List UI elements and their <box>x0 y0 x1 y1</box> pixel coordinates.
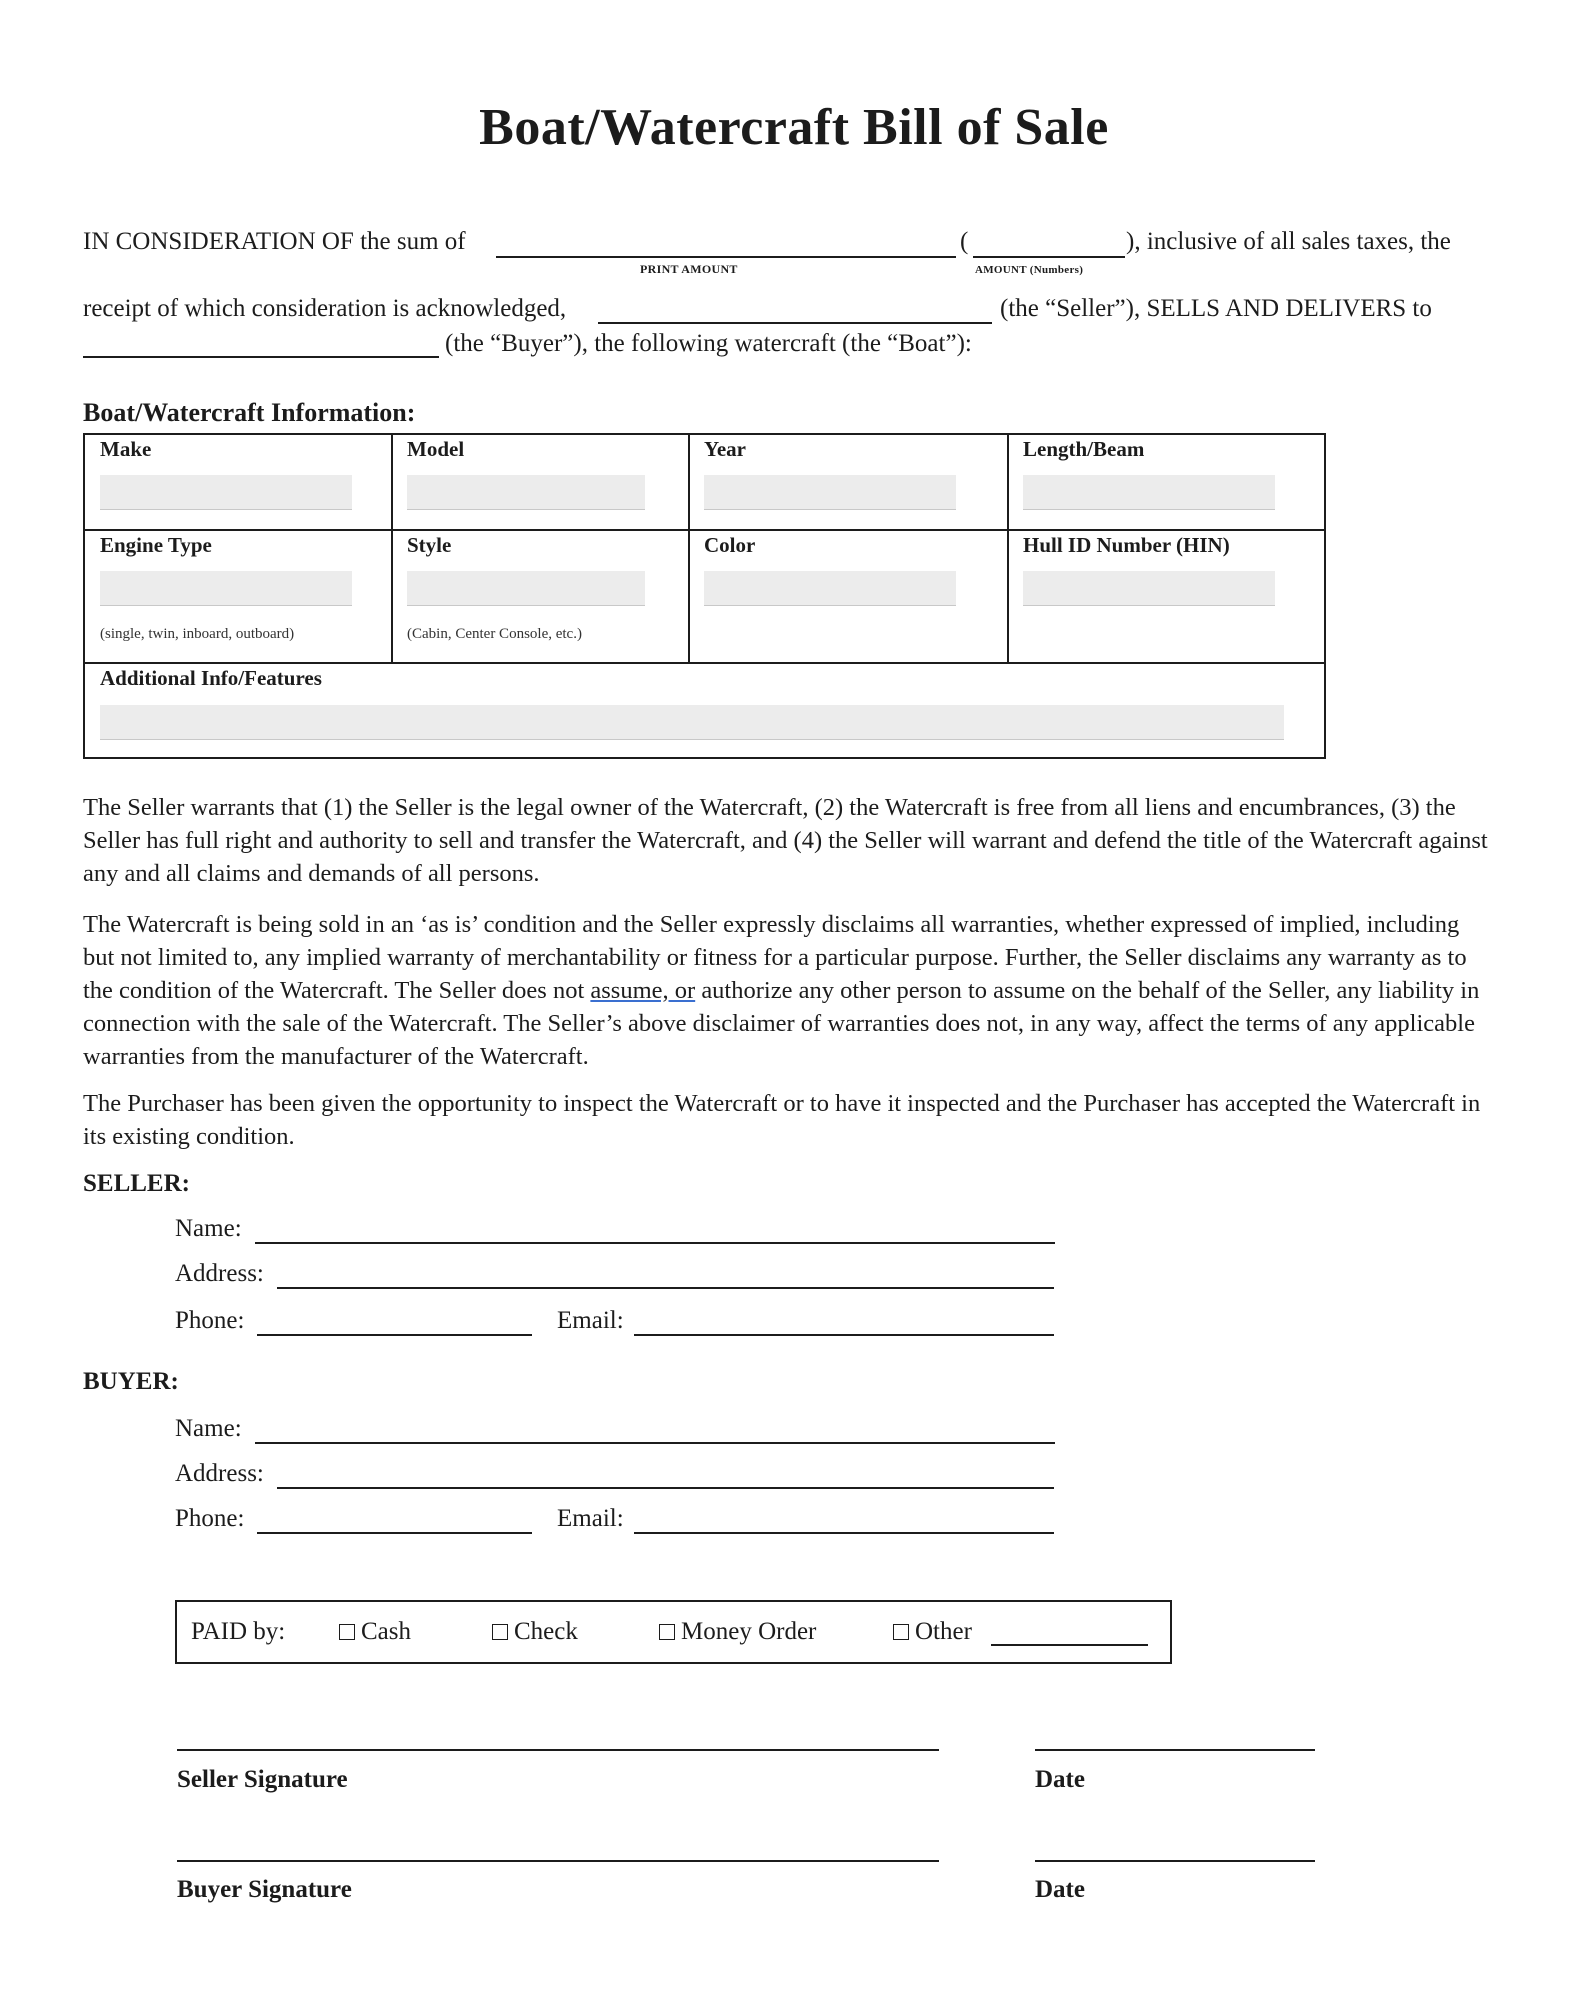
length-beam-label: Length/Beam <box>1023 437 1145 461</box>
money-order-label: Money Order <box>681 1618 817 1645</box>
seller-name-field[interactable] <box>255 1242 1055 1244</box>
other-payment-field[interactable] <box>991 1644 1148 1646</box>
buyer-date-label: Date <box>1035 1876 1085 1903</box>
as-is-flagged-text: assume, or <box>590 977 696 1004</box>
paid-by-label: PAID by: <box>191 1618 286 1645</box>
make-input[interactable] <box>100 475 352 510</box>
print-amount-field[interactable] <box>496 256 956 258</box>
table-row-divider <box>85 662 1324 664</box>
info-section-heading: Boat/Watercraft Information: <box>83 398 416 427</box>
buyer-heading: BUYER: <box>83 1368 179 1395</box>
other-checkbox[interactable] <box>893 1624 909 1640</box>
make-label: Make <box>100 437 152 461</box>
engine-type-input[interactable] <box>100 571 352 606</box>
hin-cell <box>1023 533 1230 558</box>
seller-heading: SELLER: <box>83 1170 190 1197</box>
seller-phone-field[interactable] <box>257 1334 532 1336</box>
warranty-text: The Seller warrants that (1) the Seller is the legal owner of the Watercraft, (2) the Watercraft is free from all liens and encumbrances, (3) the Seller has full right and authority to sell and transfer the Watercraft, and (4) the Seller will warrant and defend the title of the Watercraft against any and all claims and demands of all persons. <box>83 794 1488 887</box>
seller-date-label: Date <box>1035 1766 1085 1793</box>
as-is-paragraph <box>83 908 1493 1073</box>
consideration-line2-suffix: (the “Seller”), SELLS AND DELIVERS to <box>1000 295 1432 322</box>
check-label: Check <box>514 1618 578 1645</box>
amount-numbers-label: AMOUNT (Numbers) <box>975 264 1084 276</box>
length-beam-cell <box>1023 437 1144 462</box>
color-label: Color <box>704 533 756 557</box>
engine-type-hint: (single, twin, inboard, outboard) <box>100 626 295 642</box>
buyer-address-label: Address: <box>175 1460 264 1487</box>
buyer-date-line[interactable] <box>1035 1860 1315 1862</box>
buyer-phone-field[interactable] <box>257 1532 532 1534</box>
print-amount-label: PRINT AMOUNT <box>640 262 738 276</box>
inspection-paragraph <box>83 1087 1493 1153</box>
additional-info-cell <box>100 666 322 691</box>
buyer-phone-label: Phone: <box>175 1505 245 1532</box>
seller-signature-line[interactable] <box>177 1749 939 1751</box>
buyer-name-field[interactable] <box>255 1442 1055 1444</box>
buyer-name-inline-field[interactable] <box>83 356 439 358</box>
seller-signature-label: Seller Signature <box>177 1766 348 1793</box>
style-input[interactable] <box>407 571 645 606</box>
consideration-prefix: IN CONSIDERATION OF the sum of <box>83 228 466 255</box>
model-label: Model <box>407 437 465 461</box>
hin-label: Hull ID Number (HIN) <box>1023 533 1230 557</box>
color-cell <box>704 533 755 558</box>
check-checkbox[interactable] <box>492 1624 508 1640</box>
engine-type-label: Engine Type <box>100 533 212 557</box>
year-cell <box>704 437 746 462</box>
table-col-divider <box>391 435 393 662</box>
consideration-line2-prefix: receipt of which consideration is acknowledged, <box>83 295 567 322</box>
cash-label: Cash <box>361 1618 411 1645</box>
seller-phone-label: Phone: <box>175 1307 245 1334</box>
seller-name-inline-field[interactable] <box>598 322 992 324</box>
payment-method-box <box>175 1600 1172 1664</box>
amount-numbers-field[interactable] <box>973 256 1125 258</box>
hin-input[interactable] <box>1023 571 1275 606</box>
consideration-line3-suffix: (the “Buyer”), the following watercraft (the “Boat”): <box>445 330 972 357</box>
buyer-address-field[interactable] <box>277 1487 1054 1489</box>
length-beam-input[interactable] <box>1023 475 1275 510</box>
model-input[interactable] <box>407 475 645 510</box>
seller-date-line[interactable] <box>1035 1749 1315 1751</box>
style-label: Style <box>407 533 452 557</box>
seller-name-label: Name: <box>175 1215 242 1242</box>
as-is-text <box>83 908 1493 1073</box>
make-cell <box>100 437 151 462</box>
seller-email-field[interactable] <box>634 1334 1054 1336</box>
buyer-email-field[interactable] <box>634 1532 1054 1534</box>
additional-info-label: Additional Info/Features <box>100 666 322 690</box>
other-label: Other <box>915 1618 972 1645</box>
watercraft-info-table <box>83 433 1326 759</box>
document-title: Boat/Watercraft Bill of Sale <box>479 99 1109 156</box>
seller-address-field[interactable] <box>277 1287 1054 1289</box>
buyer-signature-label: Buyer Signature <box>177 1876 352 1903</box>
as-is-text-part1: The Watercraft is being sold in an ‘as is’ condition and the Seller expressly disclaims all warranties, whether expressed of implied, including but not limited to, any implied warranty of merchantability or fitness for a particular purpose. Further, the Seller disclaims any warranty as to the condition of the Watercraft. The Seller does not <box>83 911 1467 1004</box>
seller-address-label: Address: <box>175 1260 264 1287</box>
additional-info-input[interactable] <box>100 705 1284 740</box>
year-input[interactable] <box>704 475 956 510</box>
consideration-suffix: ), inclusive of all sales taxes, the <box>1126 228 1451 255</box>
warranty-paragraph <box>83 791 1493 890</box>
year-label: Year <box>704 437 746 461</box>
as-is-text-part2: authorize any other person to assume on the behalf of the Seller, any liability in connection with the sale of the Watercraft. The Seller’s above disclaimer of warranties does not, in any way, affect the terms of any applicable warranties from the manufacturer of the Watercraft. <box>83 977 1480 1070</box>
engine-type-cell <box>100 533 212 558</box>
buyer-signature-line[interactable] <box>177 1860 939 1862</box>
color-input[interactable] <box>704 571 956 606</box>
table-row-divider <box>85 529 1324 531</box>
cash-option[interactable] <box>339 1618 411 1646</box>
style-hint: (Cabin, Center Console, etc.) <box>407 626 582 642</box>
style-cell <box>407 533 451 558</box>
money-order-checkbox[interactable] <box>659 1624 675 1640</box>
seller-email-label: Email: <box>557 1307 624 1334</box>
table-col-divider <box>1007 435 1009 662</box>
check-option[interactable] <box>492 1618 578 1646</box>
cash-checkbox[interactable] <box>339 1624 355 1640</box>
inspection-text: The Purchaser has been given the opportunity to inspect the Watercraft or to have it inspected and the Purchaser has accepted the Watercraft in its existing condition. <box>83 1090 1481 1150</box>
table-col-divider <box>688 435 690 662</box>
other-option[interactable] <box>893 1618 972 1646</box>
money-order-option[interactable] <box>659 1618 816 1646</box>
model-cell <box>407 437 464 462</box>
buyer-email-label: Email: <box>557 1505 624 1532</box>
buyer-name-label: Name: <box>175 1415 242 1442</box>
open-paren: ( <box>960 228 969 255</box>
